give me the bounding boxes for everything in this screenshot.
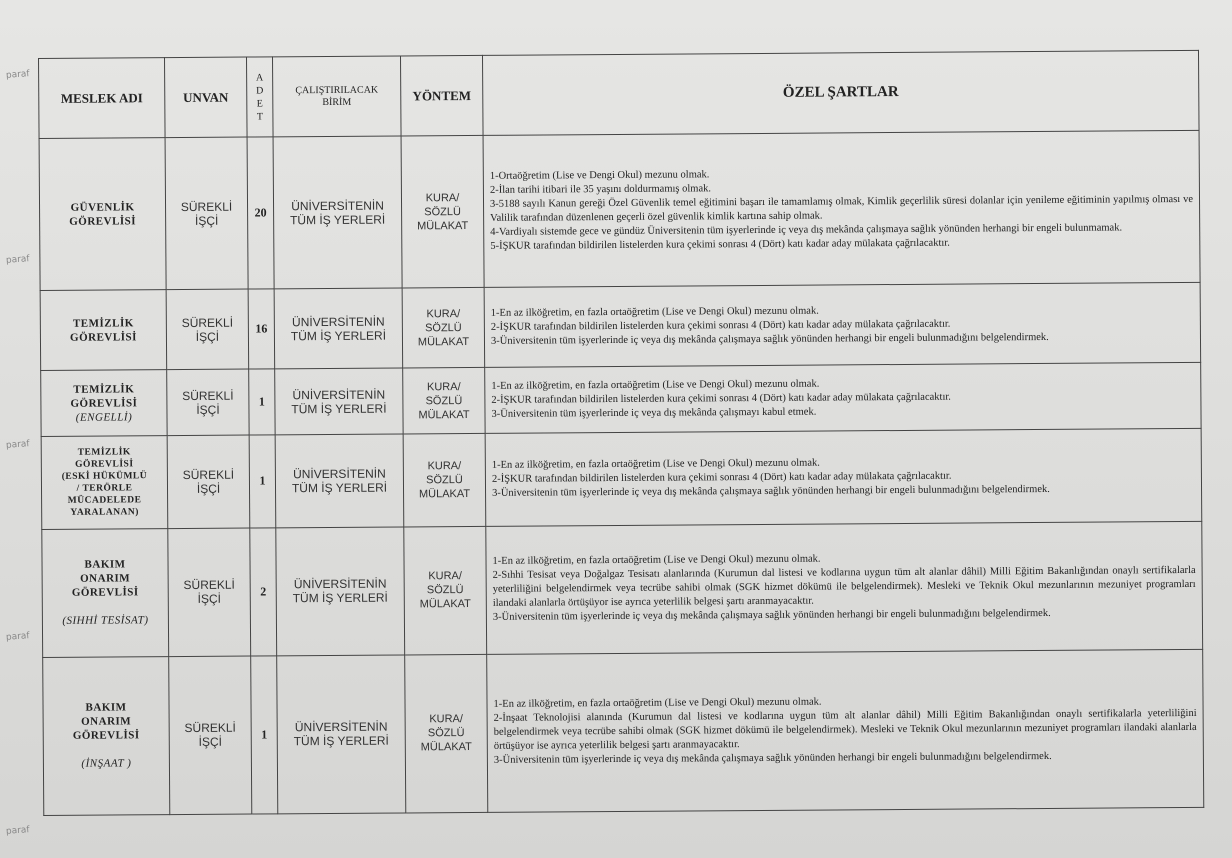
birim-cell: ÜNİVERSİTENİN TÜM İŞ YERLERİ (275, 368, 403, 435)
sart-item: 3-Üniversitenin tüm işyerlerinde iç veya dış mekânda çalışmayı kabul etmek. (491, 406, 817, 420)
ozel-sartlar-cell (484, 283, 1201, 368)
table-row (41, 363, 1201, 437)
adet-cell: 1 (251, 656, 278, 814)
job-requirements-table (38, 50, 1204, 816)
birim-cell: ÜNİVERSİTENİN TÜM İŞ YERLERİ (276, 527, 405, 656)
sart-item: 2-İŞKUR tarafından bildirilen listelerden kura çekimi sonrası 4 (Dört) katı kadar aday mülakata çağrılacaktır. (491, 470, 952, 485)
yontem-cell: KURA/ SÖZLÜ MÜLAKAT (401, 135, 484, 288)
birim-cell: ÜNİVERSİTENİN TÜM İŞ YERLERİ (274, 288, 403, 369)
sart-item: 2-İnşaat Teknolojisi alanında (Kurumun dal listesi ve kodlarına uygun tüm alt alanlar dâhil) Milli Eğitim Bakanlığından onaylı sertifikalarla yeterliliğini belgelendirmek veya tecrübe sahibi olmak (SGK hizmet dökümü ile belgelendirmek). Mesleki ve Teknik Okul mezunlarının mezuniyet programları ilandaki alanlarla örtüşüyor ise ayrıca yeterlilik belgesi şartı aranmayacaktır. (493, 708, 1197, 753)
unvan-cell: SÜREKLİ İŞÇİ (166, 289, 249, 370)
margin-note: paraf (5, 439, 30, 451)
margin-note: paraf (5, 254, 30, 266)
table-row (40, 283, 1201, 371)
header-meslek: MESLEK ADI (39, 58, 166, 139)
sart-item: 3-5188 sayılı Kanun gereği Özel Güvenlik temel eğitimini başarı ile tamamlamış olmak, Kimlik geçerlilik süresi dolanlar için yenileme eğitiminin yapılmış olması ve Valilik tarafından düzenlenen geçerli özel güvenlik kimlik kartına sahip olmak. (489, 193, 1194, 224)
yontem-cell: KURA/ SÖZLÜ MÜLAKAT (403, 368, 485, 435)
meslek-cell: TEMİZLİK GÖREVLİSİ (ENGELLİ) (41, 370, 167, 437)
sart-item: 1-En az ilköğretim, en fazla ortaöğretim (Lise ve Dengi Okul) mezunu olmak. (491, 457, 820, 471)
table-row (43, 649, 1204, 815)
unvan-cell: SÜREKLİ İŞÇİ (169, 656, 252, 815)
header-birim: ÇALIŞTIRILACAK BİRİM (272, 56, 401, 137)
sart-item: 2-Sıhhi Tesisat veya Doğalgaz Tesisatı alanlarında (Kurumun dal listesi ve kodlarına uygun tüm alt alanlar dâhil) Milli Eğitim Bakanlığından onaylı sertifikalarla yeterliliğini belgelendirmek veya tecrübe sahibi olmak (SGK hizmet dökümü ile belgelendirmek). Mesleki ve Teknik Okul mezunlarının mezuniyet programları ilandaki alanlarla örtüşüyor ise ayrıca yeterlilik belgesi şartı aranmayacaktır. (492, 565, 1196, 609)
header-adet: A D E T (246, 57, 273, 137)
sart-item: 1-Ortaöğretim (Lise ve Dengi Okul) mezunu olmak. (489, 168, 710, 182)
unvan-cell: SÜREKLİ İŞÇİ (165, 137, 248, 290)
sart-item: 1-En az ilköğretim, en fazla ortaöğretim (Lise ve Dengi Okul) mezunu olmak. (492, 553, 821, 567)
adet-cell: 1 (249, 435, 276, 527)
meslek-cell: TEMİZLİK GÖREVLİSİ (40, 290, 167, 371)
ozel-sartlar-cell (483, 130, 1200, 287)
sart-item: 2-İŞKUR tarafından bildirilen listelerden kura çekimi sonrası 4 (Dört) katı kadar aday mülakata çağrılacaktır. (490, 318, 951, 333)
margin-note: paraf (5, 825, 30, 837)
ozel-sartlar-cell (486, 521, 1203, 654)
yontem-cell: KURA/ SÖZLÜ MÜLAKAT (402, 288, 485, 369)
sart-item: 2-İlan tarihi itibari ile 35 yaşını doldurmamış olmak. (489, 182, 712, 196)
meslek-cell: GÜVENLİK GÖREVLİSİ (39, 138, 166, 291)
ozel-sartlar-cell (487, 649, 1204, 812)
birim-cell: ÜNİVERSİTENİN TÜM İŞ YERLERİ (273, 136, 402, 289)
birim-cell: ÜNİVERSİTENİN TÜM İŞ YERLERİ (275, 434, 404, 527)
header-row (39, 50, 1200, 138)
sart-item: 1-En az ilköğretim, en fazla ortaöğretim (Lise ve Dengi Okul) mezunu olmak. (490, 305, 819, 319)
adet-cell: 20 (247, 137, 274, 289)
header-ozel-sartlar: ÖZEL ŞARTLAR (482, 50, 1199, 135)
header-yontem: YÖNTEM (400, 55, 483, 136)
sart-item: 3-Üniversitenin tüm işyerlerinde iç veya dış mekânda çalışmaya sağlık yönünden herhangi bir engeli bulunmadığını belgelendirmek. (490, 331, 1049, 347)
unvan-cell: SÜREKLİ İŞÇİ (167, 369, 249, 436)
meslek-cell: BAKIM ONARIM GÖREVLİSİ (İNŞAAT ) (43, 656, 170, 815)
sart-item: 3-Üniversitenin tüm işyerlerinde iç veya dış mekânda çalışmaya sağlık yönünden herhangi bir engeli bulunmadığını belgelendirmek. (492, 483, 1050, 499)
margin-note: paraf (5, 69, 30, 81)
sart-item: 1-En az ilköğretim, en fazla ortaöğretim (Lise ve Dengi Okul) mezunu olmak. (491, 378, 820, 392)
birim-cell: ÜNİVERSİTENİN TÜM İŞ YERLERİ (277, 655, 406, 814)
sart-item: 1-En az ilköğretim, en fazla ortaöğretim (Lise ve Dengi Okul) mezunu olmak. (493, 696, 822, 711)
adet-cell: 1 (249, 369, 275, 435)
sart-item: 5-İŞKUR tarafından bildirilen listelerden kura çekimi sonrası 4 (Dört) katı kadar aday mülakata çağrılacaktır. (490, 237, 950, 252)
sart-item: 3-Üniversitenin tüm işyerlerinde iç veya dış mekânda çalışmaya sağlık yönünden herhangi bir engeli bulunmadığını belgelendirmek. (493, 751, 1052, 767)
table-row (42, 521, 1203, 657)
ozel-sartlar-cell (485, 363, 1201, 434)
yontem-cell: KURA/ SÖZLÜ MÜLAKAT (405, 654, 488, 813)
unvan-cell: SÜREKLİ İŞÇİ (168, 528, 251, 657)
yontem-cell: KURA/ SÖZLÜ MÜLAKAT (404, 526, 487, 655)
table-row (41, 429, 1202, 529)
table-row (39, 130, 1200, 290)
adet-cell: 16 (248, 289, 275, 369)
sart-item: 2-İŞKUR tarafından bildirilen listelerden kura çekimi sonrası 4 (Dört) katı kadar aday mülakata çağrılacaktır. (491, 391, 951, 406)
unvan-cell: SÜREKLİ İŞÇİ (167, 435, 250, 528)
yontem-cell: KURA/ SÖZLÜ MÜLAKAT (403, 434, 486, 527)
ozel-sartlar-cell (485, 429, 1202, 526)
meslek-cell: TEMİZLİK GÖREVLİSİ (ESKİ HÜKÜMLÜ / TERÖRLE MÜCADELEDE YARALANAN) (41, 436, 168, 529)
margin-note: paraf (5, 631, 30, 643)
meslek-cell: BAKIM ONARIM GÖREVLİSİ (SIHHİ TESİSAT) (42, 528, 169, 657)
sart-item: 4-Vardiyalı sistemde gece ve gündüz Üniversitenin tüm işyerlerinde iç veya dış mekânda çalışmaya sağlık yönünden herhangi bir engeli bulunmamak. (490, 222, 1123, 238)
adet-cell: 2 (250, 527, 277, 655)
sart-item: 3-Üniversitenin tüm işyerlerinde iç veya dış mekânda çalışmaya sağlık yönünden herhangi bir engeli bulunmadığını belgelendirmek. (492, 608, 1051, 623)
header-unvan: UNVAN (165, 57, 248, 138)
